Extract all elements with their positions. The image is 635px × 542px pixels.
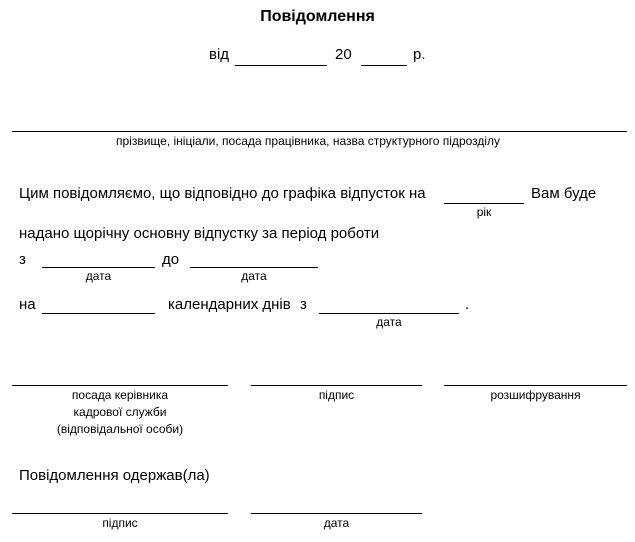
head-decoding-caption: розшифрування [490, 388, 581, 402]
start-date-caption: дата [376, 315, 402, 329]
period-to-caption: дата [241, 269, 267, 283]
body-line1-start: Цим повідомляємо, що відповідно до графіка відпусток на [19, 185, 426, 202]
year-caption: рік [476, 205, 492, 219]
days-label: календарних днів [168, 296, 291, 313]
date-blank[interactable] [235, 65, 327, 66]
on-label: на [19, 296, 36, 313]
head-position-caption-line2: кадрової служби [73, 405, 167, 419]
head-signature-blank[interactable] [251, 385, 422, 386]
employee-caption: прізвище, ініціали, посада працівника, назва структурного підрозділу [116, 134, 501, 148]
period-end: . [465, 296, 470, 313]
period-to-blank[interactable] [190, 267, 318, 268]
received-signature-caption: підпис [102, 516, 138, 530]
year-suffix: р. [413, 46, 426, 63]
employee-blank[interactable] [12, 131, 627, 132]
document-title: Повідомлення [260, 8, 375, 25]
year-schedule-blank[interactable] [444, 203, 524, 204]
body-line1-end: Вам буде [531, 185, 597, 202]
date-from-label: від [209, 46, 230, 63]
head-position-caption-line1: посада керівника [71, 388, 169, 402]
received-signature-blank[interactable] [12, 513, 228, 514]
since-label: з [300, 296, 307, 313]
to-label: до [162, 251, 180, 268]
received-date-blank[interactable] [251, 513, 422, 514]
days-count-blank[interactable] [42, 313, 155, 314]
period-from-blank[interactable] [42, 267, 155, 268]
received-label: Повідомлення одержав(ла) [19, 467, 210, 484]
start-date-blank[interactable] [319, 313, 459, 314]
head-position-caption [12, 387, 228, 438]
year-prefix: 20 [335, 46, 352, 63]
head-signature-caption: підпис [318, 388, 355, 402]
year-blank[interactable] [361, 65, 407, 66]
period-from-caption: дата [85, 269, 112, 283]
body-line2: надано щорічну основну відпустку за період роботи [19, 225, 380, 242]
head-position-blank[interactable] [12, 385, 228, 386]
received-date-caption: дата [323, 516, 350, 530]
head-position-caption-line3: (відповідальної особи) [56, 422, 184, 436]
from-label: з [19, 251, 26, 268]
head-decoding-blank[interactable] [444, 385, 627, 386]
